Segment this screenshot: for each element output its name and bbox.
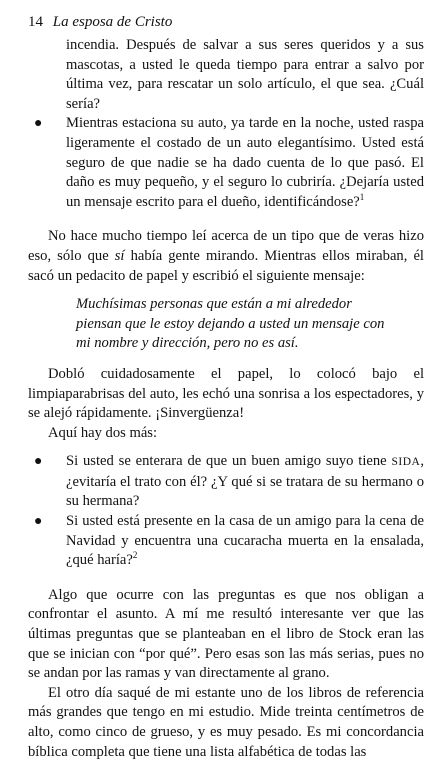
bullet-item <box>28 114 424 212</box>
paragraph: Algo que ocurre con las preguntas es que nos obligan a confrontar el asunto. A mí me resultó interesante ver que las últimas preguntas que se planteaban en el libro de Stock eran las que se inician con “por qué”. Pero esas son las más serias, pues no se andan por las ramas y van directamente al grano. <box>28 586 424 682</box>
paragraph: No hace mucho tiempo leí acerca de un tipo que de veras hizo eso, sólo que sí había gente mirando. Mientras ellos miraban, él sacó un pedacito de papel y escribió el siguiente mensaje: <box>28 228 424 284</box>
block-quote: Muchísimas personas que están a mi alrededor piensan que le estoy dejando a usted un mensaje con mi nombre y dirección, pero no es así. <box>76 296 385 352</box>
paragraph: El otro día saqué de mi estante uno de los libros de referencia más grandes que tengo en mi estudio. Mide treinta centímetros de alto, como cinco de grueso, y es muy pesado. Es mi concordancia bíblica completa que tiene una lista alfabética de todas las <box>28 684 424 760</box>
bullet-text: Mientras estaciona su auto, ya tarde en la noche, usted raspa ligeramente el costado de un auto elegantísimo. Usted está seguro de que nadie se ha dado cuenta de lo que pasó. El daño es muy pequeño, y el seguro lo cubriría. ¿Dejaría usted un mensaje escrito para el dueño, identificándose? <box>66 115 424 210</box>
bullet-icon: ● <box>34 454 43 470</box>
paragraph: Aquí hay dos más: <box>48 424 158 441</box>
bullet-icon: ● <box>34 116 43 132</box>
page-number: 14 <box>28 14 43 30</box>
smallcaps-term: SIDA <box>391 456 421 469</box>
bullet-item: ● Si usted está presente en la casa de un amigo para la cena de Navidad y encuentra una cucaracha muerta en la ensalada, ¿qué haría?$^2$ <box>34 513 424 569</box>
footnote-marker: 1 <box>359 191 365 202</box>
bullet-icon: ● <box>34 514 43 530</box>
bullet-item: ● Si usted se enterara de que un buen amigo suyo tiene SIDA, ¿evitaría el trato con él? ¿Y qué si se tratara de su hermano o su hermana? <box>34 453 424 510</box>
paragraph: Dobló cuidadosamente el papel, lo colocó bajo el limpiaparabrisas del auto, les echó una sonrisa a los espectadores, y se alejó rápidamente. ¡Sinvergüenza! <box>28 365 424 422</box>
emphasis: sí <box>114 247 125 264</box>
continued-bullet-text: incendia. Después de salvar a sus seres queridos y a sus mascotas, a usted le queda tiempo para entrar a salvo por última vez, para rescatar un solo artículo, el que sea. ¿Cuál sería? <box>66 37 424 112</box>
footnote-marker: 2 <box>132 550 138 561</box>
running-header <box>28 12 172 32</box>
page-body <box>28 36 424 762</box>
running-title: La esposa de Cristo <box>52 14 173 30</box>
